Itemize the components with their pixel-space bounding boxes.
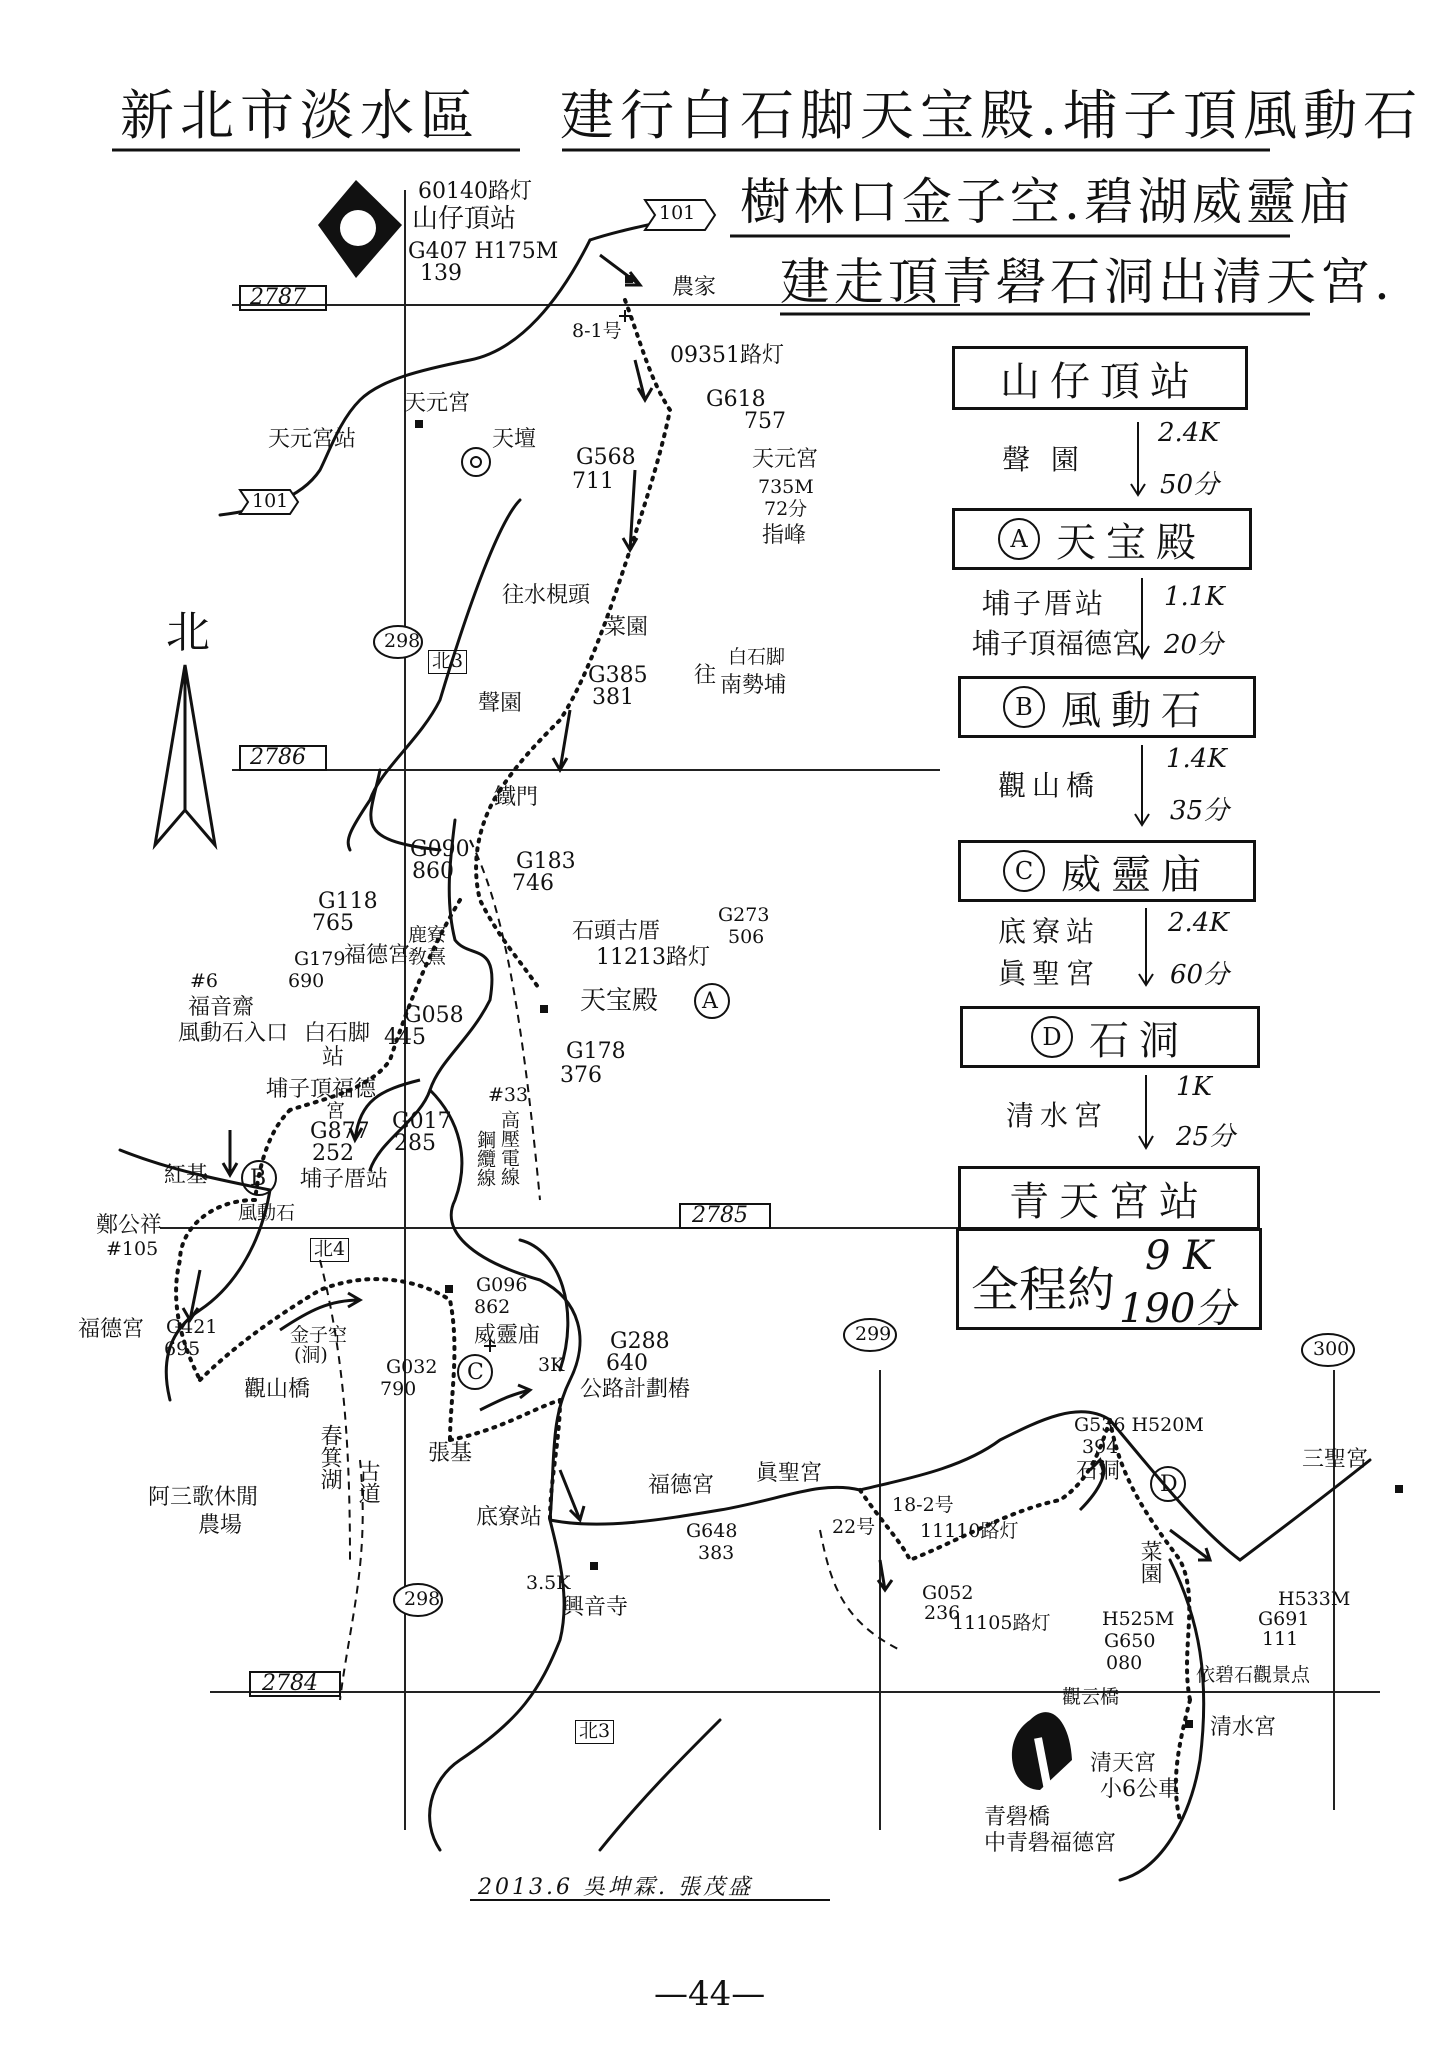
map-label: 711 — [572, 469, 614, 494]
map-label: 清天宮 — [1090, 1751, 1157, 1776]
road-bei3-label: 北3 — [428, 650, 467, 674]
map-label: 小6公車 — [1100, 1777, 1180, 1802]
map-label: 敎熹 — [408, 946, 447, 968]
map-label: 農場 — [198, 1513, 243, 1538]
map-label: 春箕湖 — [317, 1424, 343, 1490]
map-label: 紅基 — [164, 1163, 209, 1188]
waypoint-a-label: A — [702, 989, 718, 1014]
map-label: 383 — [698, 1542, 735, 1564]
map-label: 鄭公祥 — [96, 1213, 163, 1238]
map-label: 埔子頂福德 — [266, 1077, 377, 1102]
map-label: 506 — [728, 926, 765, 948]
map-label: 金子空 — [290, 1324, 348, 1346]
end-marker — [1012, 1712, 1072, 1790]
legend-waypoint-c — [958, 840, 1256, 902]
map-label: H525M — [1102, 1608, 1175, 1630]
legend-segment-via: 埔子頂福德宮 — [972, 627, 1141, 660]
map-label: 南勢埔 — [720, 673, 787, 698]
map-label: 690 — [288, 970, 325, 992]
start-marker — [318, 180, 402, 278]
map-label: 鋼纜線 — [473, 1130, 496, 1187]
waypoint-d-name: 石洞 — [1089, 1017, 1189, 1064]
map-label: 11213路灯 — [596, 945, 710, 970]
map-label: 福德宮 — [78, 1317, 145, 1342]
map-label: (洞) — [294, 1344, 328, 1366]
legend-segment-distance: 1.1K — [1164, 582, 1225, 612]
map-label: G183 — [516, 849, 576, 874]
map-label: 指峰 — [762, 523, 807, 548]
map-label: #105 — [106, 1238, 159, 1260]
map-label: 862 — [474, 1296, 511, 1318]
map-label: 觀云橋 — [1062, 1686, 1120, 1708]
map-label: 3.5K — [526, 1572, 571, 1594]
map-label: G273 — [718, 904, 770, 926]
map-label: 觀山橋 — [244, 1377, 311, 1402]
map-label: 聲園 — [478, 691, 523, 716]
map-label: 石洞 — [1076, 1459, 1121, 1484]
map-label: 興音寺 — [562, 1595, 629, 1620]
north-arrow-icon — [155, 665, 215, 845]
map-label: G407 H175M — [408, 239, 559, 264]
map-label: G090 — [410, 837, 470, 862]
legend-segment-distance: 1K — [1176, 1072, 1212, 1102]
map-label: 往 — [694, 663, 717, 688]
waypoint-a-mark: A — [998, 518, 1040, 560]
road-bei3-label: 北3 — [575, 1720, 614, 1744]
map-label: 菜園 — [1137, 1540, 1163, 1584]
grid-label: 2784 — [262, 1671, 318, 1696]
map-label: 山仔頂站 — [412, 204, 517, 234]
map-label: 236 — [924, 1602, 961, 1624]
map-label: 農家 — [672, 275, 717, 300]
page-number: —44— — [654, 1974, 766, 2014]
legend-segment-via: 觀山橋 — [998, 769, 1101, 802]
map-label: G052 — [922, 1582, 974, 1604]
map-label: 鐵門 — [494, 785, 539, 810]
credit: 2013.6 吳坤霖. 張茂盛 — [478, 1875, 753, 1900]
map-label: #6 — [190, 970, 219, 992]
road-298-label: 298 — [384, 630, 421, 652]
map-label: 3K — [538, 1354, 565, 1376]
legend-segment-distance: 2.4K — [1158, 418, 1219, 448]
legend-segment-via: 聲 園 — [1002, 443, 1085, 476]
map-label: 746 — [512, 871, 554, 896]
map-label: 張基 — [428, 1441, 473, 1466]
map-label: 18-2号 — [892, 1494, 954, 1516]
map-label: 公路計劃樁 — [580, 1377, 691, 1402]
road-299-label: 299 — [855, 1323, 892, 1345]
map-label: 765 — [312, 911, 354, 936]
map-label: 鹿寮 — [408, 924, 447, 946]
map-label: 阿三歌休閒 — [148, 1485, 259, 1510]
legend-segment-time: 50分 — [1160, 470, 1220, 500]
map-label: 757 — [744, 409, 786, 434]
map-label: 天壇 — [492, 427, 537, 452]
map-label: 清水宮 — [1210, 1715, 1277, 1740]
map-label: G118 — [318, 889, 378, 914]
map-label: G650 — [1104, 1630, 1156, 1652]
map-label: 445 — [384, 1025, 426, 1050]
legend-segment-time: 35分 — [1170, 796, 1230, 826]
map-label: 埔子厝站 — [300, 1167, 389, 1192]
legend-segment-distance: 2.4K — [1168, 908, 1229, 938]
map-label: 古道 — [355, 1460, 381, 1504]
map-label: 376 — [560, 1063, 602, 1088]
road-101-label: 101 — [252, 490, 289, 512]
map-label: G421 — [166, 1316, 218, 1338]
legend-total-label: 全程約 — [971, 1262, 1116, 1318]
legend-segment-via: 底寮站 — [998, 915, 1101, 948]
waypoint-d-label: D — [1160, 1472, 1178, 1497]
title-left: 新北市淡水區 — [120, 84, 480, 147]
map-label: 790 — [380, 1378, 417, 1400]
legend-segment-via: 眞聖宮 — [998, 957, 1101, 990]
legend-segment-time: 20分 — [1164, 630, 1224, 660]
map-label: 白石脚 — [304, 1021, 371, 1046]
subtitle-1: 樹林口金子空.碧湖威靈庙 — [740, 173, 1354, 231]
map-label: G179 — [294, 948, 346, 970]
map-label: G017 — [392, 1109, 452, 1134]
map-label: 735M — [758, 476, 814, 498]
map-label: 22号 — [832, 1516, 876, 1538]
map-label: G691 — [1258, 1608, 1310, 1630]
map-label: G618 — [706, 387, 766, 412]
waypoint-b-label: B — [250, 1166, 267, 1191]
legend-start-station: 山仔頂站 — [952, 346, 1248, 410]
map-label: 青礐橋 — [984, 1805, 1051, 1830]
map-label: 站 — [322, 1045, 345, 1070]
map-label: 72分 — [764, 498, 808, 520]
road-298-label: 298 — [404, 1588, 441, 1610]
map-label: G288 — [610, 1329, 670, 1354]
legend-end-station: 青天宮站 — [958, 1166, 1260, 1230]
map-label: 天宝殿 — [580, 986, 659, 1016]
legend-waypoint-a — [952, 508, 1252, 570]
map-label: 285 — [394, 1131, 436, 1156]
grid-label: 2785 — [692, 1203, 748, 1228]
legend-segment-time: 60分 — [1170, 960, 1230, 990]
map-label: 菜園 — [604, 615, 649, 640]
legend-total-time: 190分 — [1119, 1286, 1236, 1332]
waypoint-d-mark: D — [1031, 1016, 1073, 1058]
map-label: 威靈庙 — [474, 1323, 541, 1348]
grid-label: 2786 — [250, 745, 306, 770]
map-label: 8-1号 — [572, 320, 622, 342]
map-label: 風動石入口 — [178, 1021, 289, 1046]
map-label: 高壓電線 — [497, 1110, 520, 1186]
altar-icon — [462, 448, 490, 476]
legend-segment-distance: 1.4K — [1166, 744, 1227, 774]
road-101-label: 101 — [659, 202, 696, 224]
map-label: G032 — [386, 1356, 438, 1378]
grid-label: 2787 — [250, 285, 306, 310]
north-label: 北 — [166, 607, 210, 658]
road-bei4-label: 北4 — [310, 1238, 349, 1262]
waypoint-c-mark: C — [1003, 850, 1045, 892]
map-label: 860 — [412, 859, 454, 884]
title-right: 建行白石脚天宝殿.埔子頂風動石 — [560, 84, 1424, 147]
legend-segment-time: 25分 — [1176, 1122, 1236, 1152]
map-label: 640 — [606, 1351, 648, 1376]
legend-waypoint-d — [960, 1006, 1260, 1068]
map-label: 111 — [1262, 1628, 1299, 1650]
map-label: 眞聖宮 — [756, 1461, 823, 1486]
map-label: H533M — [1278, 1588, 1351, 1610]
map-label: 394 — [1082, 1436, 1119, 1458]
map-label: 139 — [420, 261, 462, 286]
legend-total-distance: 9 K — [1145, 1233, 1214, 1279]
legend-segment-via: 埔子厝站 — [982, 587, 1107, 620]
map-label: 080 — [1106, 1652, 1143, 1674]
map-label: G385 — [588, 663, 648, 688]
map-label: G568 — [576, 445, 636, 470]
waypoint-c-label: C — [467, 1360, 484, 1385]
map-label: 三聖宮 — [1302, 1447, 1369, 1472]
subtitle-2: 建走頂青礐石洞出清天宮. — [780, 253, 1394, 311]
road-300-label: 300 — [1313, 1338, 1350, 1360]
map-label: 石頭古厝 — [572, 919, 661, 944]
legend-total — [956, 1228, 1262, 1330]
map-label: 天元宮站 — [268, 427, 357, 452]
map-label: 福德宮 — [648, 1473, 715, 1498]
legend-segment-via: 清水宮 — [1006, 1099, 1109, 1132]
map-label: 底寮站 — [476, 1505, 543, 1530]
map-label: 60140路灯 — [418, 179, 532, 204]
map-label: G096 — [476, 1274, 528, 1296]
map-label: G648 — [686, 1520, 738, 1542]
map-label: 往水梘頭 — [502, 583, 591, 608]
map-label: 中青礐福德宮 — [984, 1831, 1117, 1856]
map-label: 福德宮 — [344, 943, 411, 968]
waypoint-a-name: 天宝殿 — [1056, 519, 1206, 566]
map-label: 252 — [312, 1141, 354, 1166]
map-label: G058 — [404, 1003, 464, 1028]
map-label: 695 — [164, 1338, 201, 1360]
map-label: 宮 — [326, 1100, 346, 1122]
map-label: 天元宮 — [752, 447, 819, 472]
map-label: 09351路灯 — [670, 343, 784, 368]
map-label: G536 H520M — [1074, 1414, 1204, 1436]
map-label: 11110路灯 — [920, 1520, 1019, 1542]
map-label: 天元宮 — [404, 391, 471, 416]
map-label: 381 — [592, 685, 634, 710]
map-label: 11105路灯 — [952, 1612, 1051, 1634]
map-label: 福音齋 — [188, 995, 255, 1020]
map-label: G178 — [566, 1039, 626, 1064]
waypoint-b-mark: B — [1003, 686, 1045, 728]
waypoint-b-name: 風動石 — [1061, 687, 1211, 734]
map-label: #33 — [488, 1084, 529, 1106]
legend-waypoint-b — [958, 676, 1256, 738]
waypoint-c-name: 威靈庙 — [1061, 851, 1211, 898]
map-label: 依碧石觀景点 — [1196, 1664, 1311, 1686]
map-label: G877 — [310, 1119, 370, 1144]
map-label: 白石脚 — [728, 646, 786, 668]
map-label: 風動石 — [238, 1202, 296, 1224]
